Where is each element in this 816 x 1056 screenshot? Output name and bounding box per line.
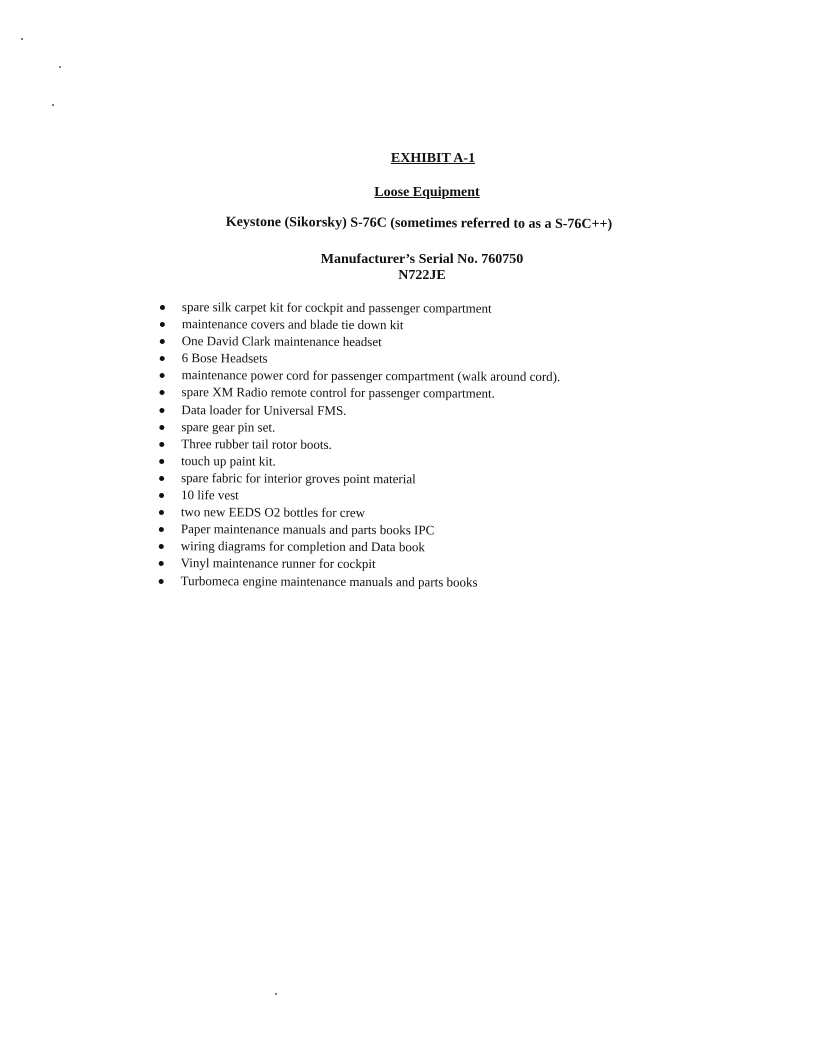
bullet-icon — [159, 408, 164, 413]
list-item — [155, 520, 560, 539]
item-text: Vinyl maintenance runner for cockpit — [180, 555, 376, 572]
scan-speck — [52, 104, 54, 106]
registration-number: N722JE — [398, 268, 446, 283]
list-item — [155, 418, 560, 437]
bullet-icon — [159, 510, 164, 515]
list-item — [156, 298, 561, 317]
item-text: Three rubber tail rotor boots. — [181, 435, 332, 452]
bullet-icon — [160, 356, 165, 361]
aircraft-title: Keystone (Sikorsky) S-76C (sometimes referred to as a S-76C++) — [225, 214, 613, 233]
bullet-icon — [160, 339, 165, 344]
bullet-icon — [160, 305, 165, 310]
item-text: spare XM Radio remote control for passenger compartment. — [181, 384, 495, 402]
serial-number: Manufacturer’s Serial No. 760750 — [320, 252, 524, 267]
list-item — [155, 486, 560, 505]
list-item — [155, 383, 560, 402]
item-text: wiring diagrams for completion and Data book — [180, 538, 425, 555]
scan-speck — [21, 38, 23, 40]
item-text: touch up paint kit. — [181, 452, 276, 469]
item-text: Paper maintenance manuals and parts books IPC — [180, 521, 435, 538]
list-item — [155, 452, 560, 471]
bullet-icon — [159, 561, 164, 566]
list-item — [155, 554, 560, 573]
bullet-icon — [160, 322, 165, 327]
bullet-icon — [159, 527, 164, 532]
list-item — [156, 366, 561, 385]
bullet-icon — [159, 425, 164, 430]
item-text: maintenance covers and blade tie down kit — [181, 316, 404, 333]
item-text: maintenance power cord for passenger compartment (walk around cord). — [181, 367, 561, 385]
scan-speck — [59, 66, 61, 68]
item-text: 6 Bose Headsets — [181, 350, 268, 366]
item-text: two new EEDS O2 bottles for crew — [180, 504, 366, 521]
item-text: Data loader for Universal FMS. — [181, 401, 347, 418]
bullet-icon — [159, 493, 164, 498]
list-item — [156, 349, 561, 368]
list-item — [155, 469, 560, 488]
list-item — [156, 315, 561, 334]
bullet-icon — [159, 476, 164, 481]
bullet-icon — [159, 459, 164, 464]
item-text: spare gear pin set. — [181, 418, 276, 435]
section-title: Loose Equipment — [374, 185, 480, 200]
bullet-icon — [159, 442, 164, 447]
equipment-list — [155, 298, 561, 591]
list-item — [155, 401, 560, 420]
item-text: Turbomeca engine maintenance manuals and parts books — [180, 572, 478, 590]
item-text: spare silk carpet kit for cockpit and passenger compartment — [181, 299, 492, 316]
list-item — [155, 537, 560, 556]
item-text: One David Clark maintenance headset — [181, 333, 382, 350]
list-item — [156, 332, 561, 351]
item-text: 10 life vest — [181, 487, 239, 503]
scan-speck — [275, 993, 277, 995]
list-item — [155, 435, 560, 454]
bullet-icon — [160, 373, 165, 378]
bullet-icon — [159, 579, 164, 584]
bullet-icon — [159, 544, 164, 549]
bullet-icon — [160, 390, 165, 395]
list-item — [155, 571, 560, 590]
list-item — [155, 503, 560, 522]
item-text: spare fabric for interior groves point material — [181, 470, 416, 487]
exhibit-title: EXHIBIT A-1 — [390, 151, 476, 166]
